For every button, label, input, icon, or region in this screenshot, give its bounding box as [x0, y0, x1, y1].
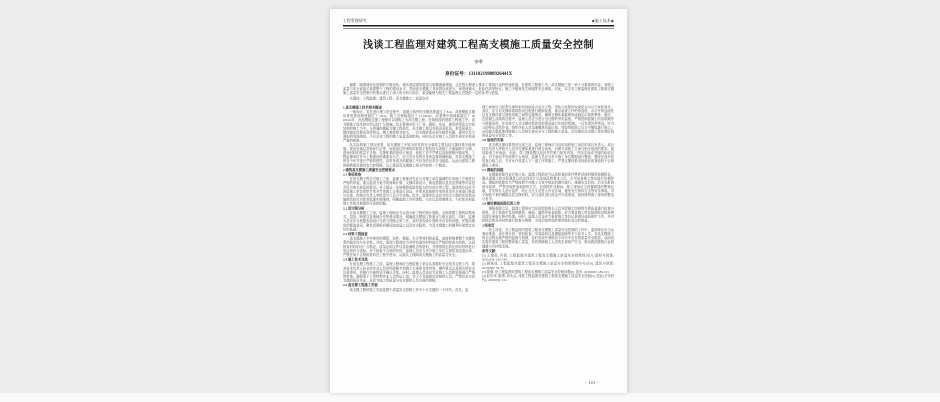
abstract-paragraph: 摘要：随着城市化进程的不断加快，城市高层建筑数量与规模逐渐增加，这在很大程度上推动了建筑行业的快速发展。在建筑工程施工中，高支模施工是一项十分重要的内容，其施工质量与安全直接关系着整个工程的建设水平。然而高支模施工具有搭设高度大、承受荷载大、危险性高等特点，施工中极易发生坍塌等安全事故。对此，本文对工程监理在建筑工程高支模施工质量安全控制中的要点进行了深入的分析与探讨，希望能够为相关工程监理人员提供一定的参考与借鉴。: [343, 83, 614, 96]
left-column: [343, 105, 475, 383]
body-paragraph: 模板拆除之后，监理工程师应当及时组织相关人员对混凝土结构的外观质量进行检查与验收，对于检查中发现的蜂窝、麻面、露筋等质量缺陷，应当要求施工单位按照经过批准的处理方案进行修补处理。同时，监理人员还应当督促施工单位认真做好成品保护工作，并对拆除后的各类材料进行检查与维修，为其后续的周转使用做好充分的准备。: [482, 206, 614, 223]
section-heading: 2 建筑高支模施工质量安全控制要点: [343, 168, 395, 172]
body-paragraph: 在高支模施工之前，监理工程师应当认真分析工程的设计图纸，全面掌握工程的结构形式、层高、跨度以及荷载分布等基本情况，明确高支模施工的重点与难点部位。同时，监理人员还应当积极参加设计交底与图纸会审工作，及时发现设计图纸中存在的问题，并提出相应的修改意见，避免因图纸问题而造成返工以及安全隐患，为高支模施工的顺利开展奠定良好的基础。: [343, 211, 475, 232]
section-heading: 2.1 事前准备: [343, 173, 362, 177]
body-paragraph: 在高支模工程正式施工之前，监理工程师首先应当对施工单位编制的专项施工方案进行严格的审查，重点检查方案中的荷载计算、支撑体系设计、构造措施以及应急预案等内容是否符合相关规范的要求。对于超过一定规模的危险性较大的分部分项工程，监理单位还应当督促施工单位组织专家对专项施工方案进行论证，并要求其根据专家的意见对方案进行修改与完善，经相关负责人审批签字之后方可实施。此外，监理单位还应当结合工程的实际情况编制具有针对性的监理实施细则，明确监理工作的流程、方法以及控制要点，为后续各项监理工作的开展提供可靠的依据。: [343, 177, 475, 206]
section-heading: 2.3 材料工程检查: [343, 232, 368, 236]
body-paragraph: 一般而言，若在进行施工的过程中，混凝土构件的支模高度超过了 8 m，或者模板支撑体系的搭设跨度超过了 18 m，施工总荷载超过了 15 kN/m²，或者集中线荷载超过了 20 kN/m 时，此类模板支撑工程便可以被称之为高支模工程。在现阶段的建筑工程施工中，高支模施工技术的应用已经十分普遍，其主要被应用于厂房、剧院、车站、展览馆等高大空间结构的施工当中。与普通的模板支撑工程相比，高支模工程具有搭设高度高、承受荷载大、整体稳定性要求高等特点，施工难度相对较大，一旦支撑体系出现失稳等问题，极易引发大面积的坍塌事故，不仅会对工程的施工质量造成影响，同时还会对施工人员的生命安全构成严重的威胁。: [343, 110, 475, 143]
scan-bottom-margin: [0, 393, 940, 402]
section-heading: 2.7 模板的拆除: [482, 168, 504, 172]
body-columns: [343, 105, 614, 383]
section-heading: 参考文献：: [482, 249, 499, 253]
reference-item: [2] 顾桂成. 工程监理对建筑工程高支模施工质量安全控制思路与办法[J]. 建筑与预算, 2019(08): 52-55.: [482, 262, 614, 270]
body-paragraph: 在高支模工程施工之前，监理工程师应当督促施工单位认真做好安全技术交底工作，要求技术负责人向全体作业人员详细讲解专项施工方案的具体内容、操作要点以及相关的安全注意事项，并履行书面的签字确认手续。同时，监理人员还应当对施工人员的资格进行严格的审查，确保架子工等特种作业人员持证上岗，对于不具备相应资格的人员，严禁其参与高支模的搭设作业，从而为施工的质量与安全提供人员方面的保障。: [343, 262, 475, 283]
column-category-label: ◆施工技术◆: [591, 18, 614, 23]
document-page-content: [330, 9, 627, 393]
section-heading: 2.4 施工技术交底: [343, 258, 368, 262]
body-paragraph: 综上所述，在工程监理对建筑工程高支模施工质量安全控制的工作中，监理单位应当从事前准备、设计图分析、材料检查、安装验收以及模板拆除等多个环节入手，对高支模施工的全过程实施严格的监督与管理，及时发现并消除各个环节中存在的质量安全隐患，从而切实提升建筑工程的整体施工质量，有效保障施工人员的生命财产安全，推动我国建筑行业的健康与可持续发展。: [482, 228, 614, 249]
page-number: - 143 -: [584, 380, 599, 385]
section-heading: 2.6 验收的实施: [482, 138, 504, 143]
author-id-line: 身份证号：13110219880926441X: [444, 71, 513, 77]
reference-item: [3] 陈强. 论工程监理对建筑工程高支模施工质量安全控制问题[J]. 居舍, 2019(02): 189-191.: [482, 270, 610, 274]
body-paragraph: 从实际的施工情况来看，高支模施工中较为常见的安全事故主要包括支撑体系失稳坍塌、高处坠落以及物体打击等，而造成这些事故的原因主要包括专项施工方案编制不合理、进场材料的质量不合格、支撑体系的搭设不规范、验收工作不严格以及拆除程序错误等。工程监理单位作为工程建设的重要参与方，应当充分发挥自身的监督管理职能，对高支模施工的各个环节进行严格的把控，及时发现并消除施工中存在的各类安全隐患，从而为建筑工程的顺利建设提供有力的保障，以上就是高支模施工相关内容的一个概述。: [343, 143, 475, 168]
body-paragraph: 高支模施工中所使用的钢管、扣件、模板、木方等材料的质量，直接影响着整个支撑体系的稳定性与安全性。对此，监理工程师应当对所有进场材料进行严格的检查与验收，认真核查材料的出厂合格证、质量证明文件以及检测报告等资料，并按照规定的比例对材料进行见证取样与送检。对于检验不合格的材料，监理人员应当责令施工单位立即将其清退出场，严禁任何不合格的材料在工程中使用，从源头上保障高支模施工的质量与安全。: [343, 237, 475, 257]
body-paragraph: 理工程师应当检查支撑体系的基础是否坚实平整，垫板与底座的设置是否符合方案的要求；其次，应当对支撑体系的搭设过程进行跟踪检查，重点检查立杆的垂直度、水平杆的连续性以及支撑体系与建筑结构之间的连接情况，确保支撑体系能够形成稳定可靠的整体；最后，在混凝土浇筑的过程中，监理人员应当进行全过程的旁站监督，严格控制混凝土的浇筑顺序与堆载高度，并安排专人对支撑体系的变形情况进行实时的观测，一旦发现异常情况，应当立即停止浇筑作业，组织作业人员迅速撤离危险区域，待险情排除之后方可继续进行施工，从而最大限度地保障施工人员的生命安全与工程的施工质量，切实做好高支模工程安装阶段的质量安全管控工作。: [482, 105, 614, 138]
section-heading: 2.2 设计图分析: [343, 206, 365, 211]
body-paragraph: 高支模支撑体系搭设完成之后，监理工程师应当及时组织施工单位的项目负责人、项目技术负责人等相关人员对支撑体系进行联合验收，对照专项施工方案与相关规范的要求，逐项检查立杆间距、步距、剪刀撑设置以及扣件拧紧力矩等内容，并如实形成书面的验收记录。对于验收中发现的不合格项，监理人员应当责令施工单位限期进行整改，整改完成并经复查合格之后，方可允许其进入下一道工序的施工，严禁支撑体系未经验收或者验收不合格便投入使用。: [482, 143, 614, 168]
keywords-line: 关键词：工程监理；建筑工程；高支模施工；质量安全: [349, 96, 429, 101]
reference-item: [1] 王瑞亮, 肖燕. 工程监理对建筑工程高支模施工质量安全控制探讨[J]. 建材与装饰, 2021(01): 142-144.: [482, 253, 614, 262]
section-heading: 3 结束语: [482, 223, 495, 228]
body-paragraph: 在模板拆除作业开始之前，监理工程师应当认真检查同条件养护试块的强度检测报告，确认混凝土的实际强度已经达到设计以及规范的要求之后，方可同意施工单位进行拆模作业。模板的拆除应当严格按照专项施工方案中规定的顺序进行，遵循先支后拆、后支先拆的基本原则，严禁采取野蛮拆除的方式。在拆除作业期间，施工现场应当设置明显的警戒区域，并安排专人进行监护，防止无关人员进入作业区域，避免发生物体打击等安全事故。对于拆除下来的模板以及支撑材料，应当及时进行清运并分类堆放，始终保持施工现场的整洁与有序。: [482, 173, 614, 202]
body-paragraph: 高支模工程的施工安装是整个质量安全控制工作中十分关键的一个环节。首先，监: [349, 288, 469, 292]
running-header: [343, 18, 614, 24]
journal-section-label: 工程管理研究: [343, 18, 367, 23]
section-heading: 1 高支模施工技术相关概述: [343, 105, 382, 110]
paper-title: 浅谈工程监理对建筑工程高支模施工质量安全控制: [363, 39, 594, 51]
author-name: 李季: [473, 59, 483, 65]
header-double-rule: [343, 25, 614, 29]
section-heading: 2.5 高支模工程施工安装: [343, 283, 378, 288]
section-heading: 2.8 做好模板拆除后的工作: [482, 202, 520, 206]
reference-item: [4] 赵庆军, 陈勇, 刘永志. 浅析工程监理对建筑工程高支模施工质量安全控制[J]. 居业(平安时代), 2020(01): 121.: [482, 274, 614, 283]
right-column: [482, 105, 614, 383]
document-page: [330, 9, 627, 393]
